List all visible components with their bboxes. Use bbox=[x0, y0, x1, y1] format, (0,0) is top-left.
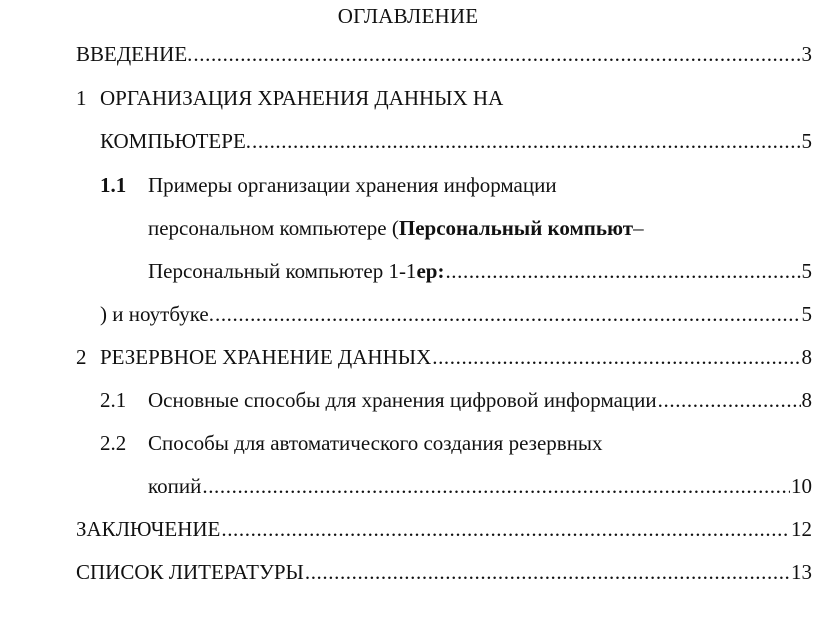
toc-entry-introduction[interactable] bbox=[76, 41, 812, 67]
toc-section-number: 2.2 bbox=[100, 431, 127, 455]
toc-entry-label: Примеры организации хранения информации bbox=[148, 173, 557, 197]
toc-entry-label: РЕЗЕРВНОЕ ХРАНЕНИЕ ДАННЫХ bbox=[100, 345, 432, 369]
toc-section-number: 1 bbox=[76, 86, 87, 110]
dot-leader bbox=[221, 516, 790, 542]
toc-entry-label: Основные способы для хранения цифровой информации bbox=[148, 388, 657, 412]
toc-page-number: 5 bbox=[801, 302, 812, 326]
toc-entry-section-2-1[interactable] bbox=[100, 387, 812, 413]
toc-page-number: 3 bbox=[801, 42, 812, 66]
toc-entry-section-1-cont[interactable] bbox=[100, 128, 812, 154]
dot-leader bbox=[445, 258, 800, 284]
toc-entry-text: Персональный компьютер 1-1 bbox=[148, 259, 417, 283]
toc-section-number: 2.1 bbox=[100, 388, 127, 412]
dot-leader bbox=[658, 387, 801, 413]
dot-leader bbox=[252, 128, 800, 154]
toc-entry-dash: – bbox=[633, 216, 644, 240]
toc-entry-section-1-1[interactable] bbox=[100, 172, 557, 198]
toc-entry-bold-text: ер: bbox=[416, 259, 445, 283]
toc-entry-section-2-2-cont[interactable] bbox=[148, 473, 812, 499]
dot-leader bbox=[215, 301, 801, 327]
toc-entry-text: персональном компьютере ( bbox=[148, 216, 399, 240]
dot-leader bbox=[305, 559, 790, 585]
toc-entry-label: копий bbox=[148, 474, 202, 498]
toc-page-number: 5 bbox=[801, 259, 812, 283]
toc-entry-label: ЗАКЛЮЧЕНИЕ bbox=[76, 517, 221, 541]
toc-entry-section-1[interactable] bbox=[76, 85, 503, 111]
toc-entry-conclusion[interactable] bbox=[76, 516, 812, 542]
toc-page-number: 8 bbox=[801, 388, 812, 412]
toc-entry-label: ВВЕДЕНИЕ. bbox=[76, 42, 193, 66]
toc-page-number: 12 bbox=[791, 517, 812, 541]
toc-page-number: 8 bbox=[801, 345, 812, 369]
toc-entry-section-2[interactable] bbox=[76, 344, 812, 370]
toc-section-number: 1.1 bbox=[100, 173, 127, 197]
toc-entry-label: ОРГАНИЗАЦИЯ ХРАНЕНИЯ ДАННЫХ НА bbox=[100, 86, 504, 110]
toc-entry-references[interactable] bbox=[76, 559, 812, 585]
toc-entry-label: КОМПЬЮТЕРЕ. bbox=[100, 129, 252, 153]
toc-entry-label: СПИСОК ЛИТЕРАТУРЫ bbox=[76, 560, 304, 584]
toc-section-number: 2 bbox=[76, 345, 87, 369]
toc-entry-label: Способы для автоматического создания резервных bbox=[148, 431, 603, 455]
toc-page-number: 10 bbox=[791, 474, 812, 498]
toc-entry-section-1-1-line3[interactable] bbox=[148, 258, 812, 284]
toc-entry-section-2-2[interactable] bbox=[100, 430, 603, 456]
toc-entry-section-1-1-cont[interactable] bbox=[100, 301, 812, 327]
dot-leader bbox=[193, 41, 800, 67]
dot-leader bbox=[432, 344, 800, 370]
toc-entry-section-1-1-line2 bbox=[148, 215, 644, 241]
toc-entry-label: ) и ноутбуке. bbox=[100, 302, 214, 326]
toc-page-number: 13 bbox=[791, 560, 812, 584]
toc-title: ОГЛАВЛЕНИЕ bbox=[337, 4, 479, 28]
toc-entry-bold-text: Персональный компьют bbox=[398, 216, 634, 240]
dot-leader bbox=[202, 473, 790, 499]
toc-page-number: 5 bbox=[801, 129, 812, 153]
